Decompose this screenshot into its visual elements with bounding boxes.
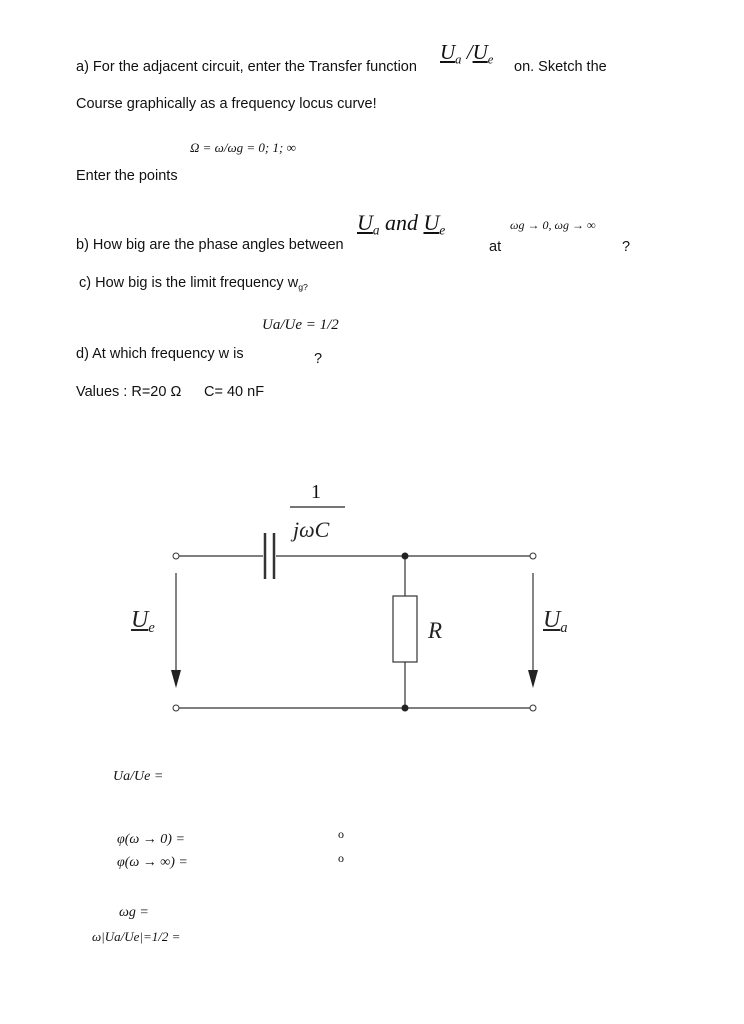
degree-mark-1: o [338,827,344,841]
question-b-at: at [489,239,502,255]
question-b-text: b) How big are the phase angles between [76,237,344,253]
phase-signals-expression: $U_a$ and $U_e$ [357,210,446,238]
output-terminal-top [530,553,536,559]
values-c: C= 40 nF [204,384,265,400]
degree-mark-2: o [338,851,344,865]
answer-omega-half: ω|Ua/Ue|=1/2 = [92,929,181,944]
transfer-function-expression: $U_a$ $/U_e$ [440,40,494,67]
values-r: Values : R=20 Ω [76,384,182,400]
answer-phi-zero: φ(ω → 0) = [117,832,185,847]
output-voltage-label: $U_a$ [543,607,568,637]
input-terminal-top [173,553,179,559]
answer-omega-g: ωg = [119,905,149,920]
question-d-text: d) At which frequency w is [76,346,244,362]
resistor-label: R [428,618,443,643]
omega-normalized-expression: Ω = ω/ωg = 0; 1; ∞ [190,140,296,155]
question-a-line1: a) For the adjacent circuit, enter the Transfer function [76,59,417,75]
output-terminal-bottom [530,705,536,711]
output-arrowhead [528,670,538,688]
answer-ratio: Ua/Ue = [113,769,164,784]
answer-phi-infinity: φ(ω → ∞) = [117,855,188,870]
impedance-denominator: jωC [293,517,330,542]
question-a-line1-end: on. Sketch the [514,59,607,75]
enter-points-label: Enter the points [76,168,178,184]
resistor-body [393,596,417,662]
question-b-qmark: ? [622,239,631,255]
ratio-half-expression: Ua/Ue = 1/2 [262,317,339,333]
input-voltage-label: $U_e$ [131,607,155,637]
question-a-line2: Course graphically as a frequency locus curve! [76,96,377,112]
limit-expression: ωg → 0, ωg → ∞ [510,218,596,232]
input-arrowhead [171,670,181,688]
question-c-text: c) How big is the limit frequency $w_{g?}$ [79,275,308,293]
impedance-numerator: 1 [311,481,321,503]
junction-top [402,553,409,560]
junction-bottom [402,705,409,712]
input-terminal-bottom [173,705,179,711]
question-d-qmark: ? [314,351,323,367]
